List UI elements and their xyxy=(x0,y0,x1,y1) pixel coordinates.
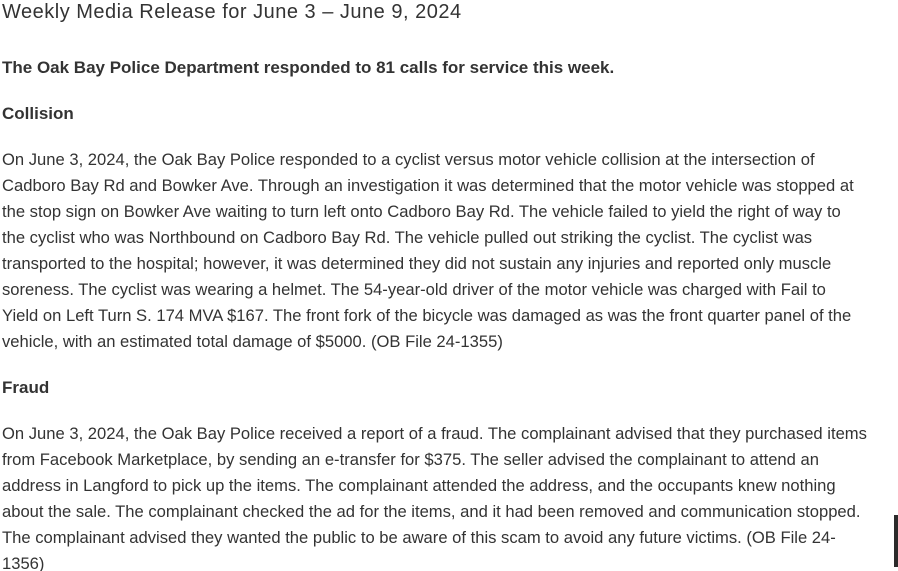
collision-line: Cadboro Bay Rd and Bowker Ave. Through an investigation it was determined that the motor vehicle was stopped at xyxy=(2,176,854,195)
collision-line: transported to the hospital; however, it was determined they did not sustain any injuries and reported only muscle xyxy=(2,254,832,273)
calls-summary: The Oak Bay Police Department responded to 81 calls for service this week. xyxy=(2,58,615,77)
fraud-line: about the sale. The complainant checked the ad for the items, and it had been removed and communication stopped. xyxy=(2,502,861,521)
fraud-line: address in Langford to pick up the items. The complainant attended the address, and the occupants knew nothing xyxy=(2,476,836,495)
collision-line: Yield on Left Turn S. 174 MVA $167. The front fork of the bicycle was damaged as was the front quarter panel of the xyxy=(2,306,852,325)
collision-paragraph xyxy=(2,147,898,355)
fraud-line: On June 3, 2024, the Oak Bay Police received a report of a fraud. The complainant advised that they purchased items xyxy=(2,424,867,443)
collision-line: vehicle, with an estimated total damage of $5000. (OB File 24-1355) xyxy=(2,332,503,351)
fraud-paragraph xyxy=(2,421,898,571)
window-edge-scroll-indicator[interactable] xyxy=(894,515,898,567)
collision-line: the cyclist who was Northbound on Cadboro Bay Rd. The vehicle pulled out striking the cyclist. The cyclist was xyxy=(2,228,813,247)
section-heading-fraud: Fraud xyxy=(2,378,50,397)
collision-line: the stop sign on Bowker Ave waiting to turn left onto Cadboro Bay Rd. The vehicle failed to yield the right of way to xyxy=(2,202,841,221)
collision-line: soreness. The cyclist was wearing a helmet. The 54-year-old driver of the motor vehicle was charged with Fail to xyxy=(2,280,826,299)
fraud-line: from Facebook Marketplace, by sending an e-transfer for $375. The seller advised the complainant to attend an xyxy=(2,450,819,469)
fraud-line: The complainant advised they wanted the public to be aware of this scam to avoid any future victims. (OB File 24- xyxy=(2,528,836,547)
collision-line: On June 3, 2024, the Oak Bay Police responded to a cyclist versus motor vehicle collision at the intersection of xyxy=(2,150,815,169)
page-title: Weekly Media Release for June 3 – June 9, 2024 xyxy=(2,1,462,23)
fraud-line: 1356) xyxy=(2,554,45,571)
section-heading-collision: Collision xyxy=(2,104,74,123)
